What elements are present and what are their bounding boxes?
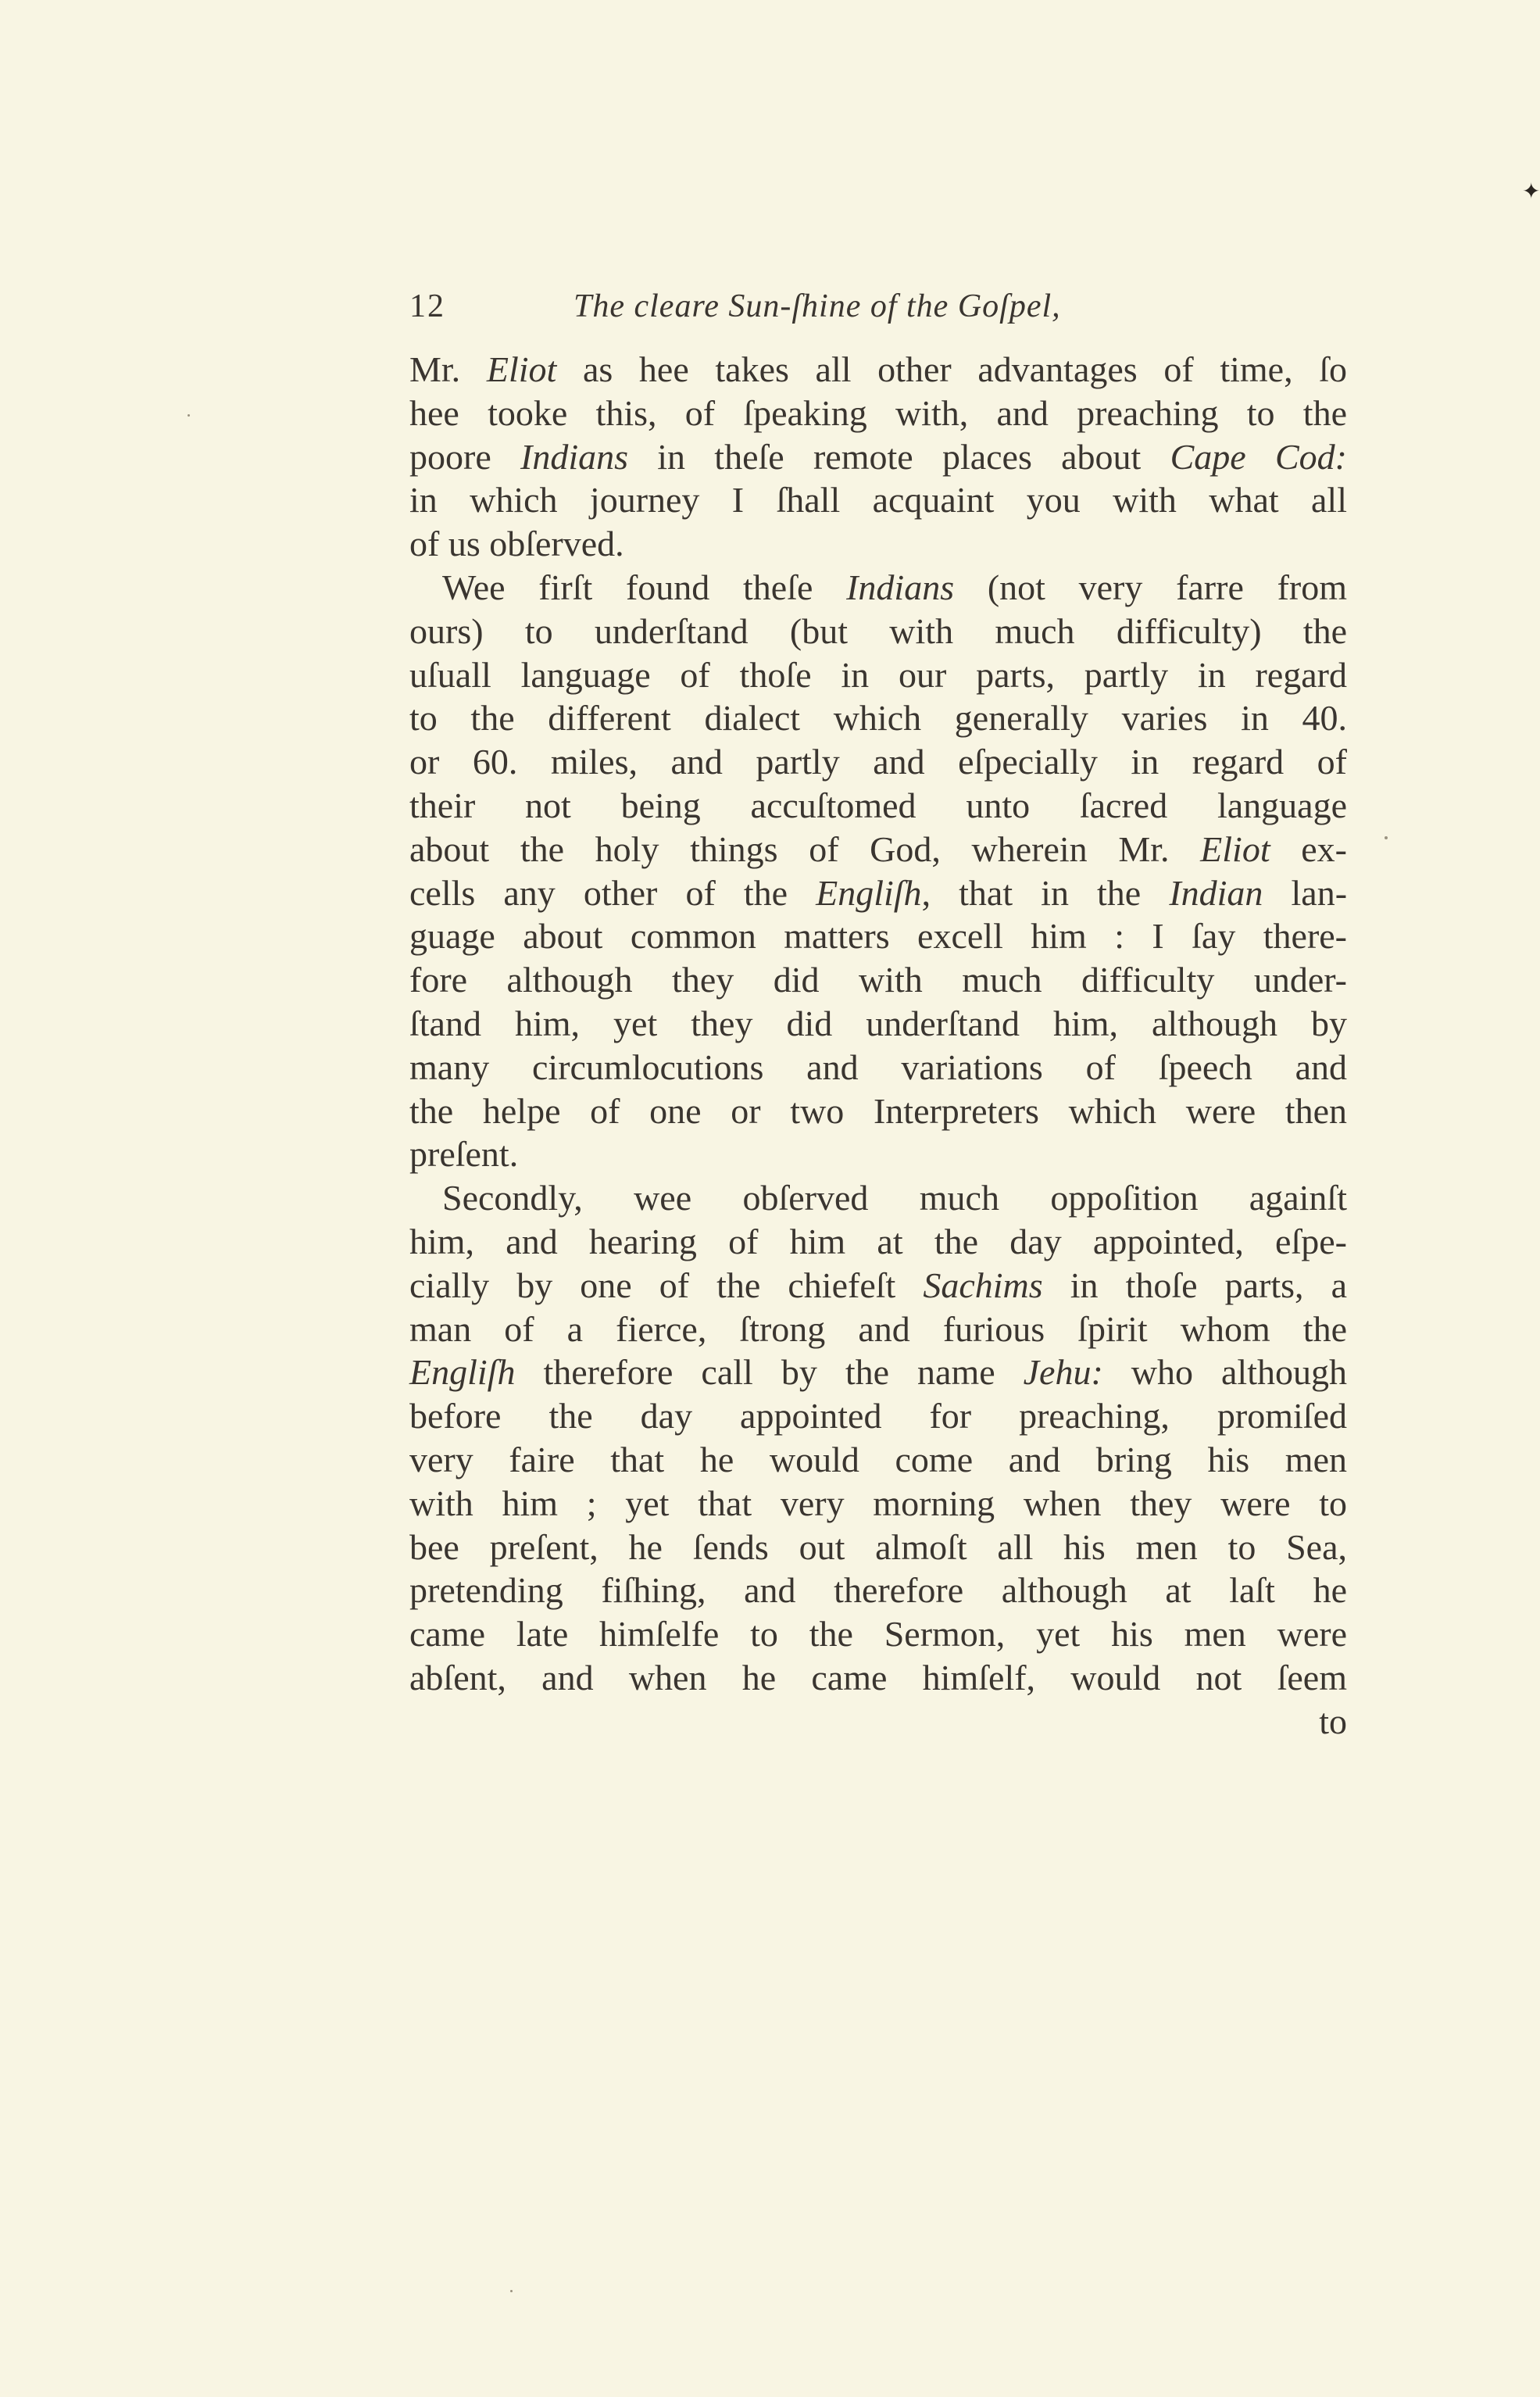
italic-word: Eliot — [1200, 828, 1270, 869]
text-line — [409, 522, 1347, 566]
text-line — [409, 1351, 1347, 1394]
text-line — [409, 871, 1347, 915]
text-line — [409, 1089, 1347, 1133]
text-run: Secondly, wee obſerved much oppoſition againſt — [442, 1178, 1347, 1218]
text-run: many circumlocutions and variations of ſpeech and — [409, 1046, 1347, 1087]
italic-word: Jehu: — [1023, 1352, 1103, 1393]
text-run: Wee firſt found theſe — [442, 567, 847, 607]
text-line — [409, 348, 1347, 392]
text-run: bee preſent, he ſends out almoſt all his men to Sea, — [409, 1526, 1347, 1567]
text-run: pretending fiſhing, and therefore although at laſt he — [409, 1570, 1347, 1611]
catchword: to — [1319, 1701, 1347, 1741]
paper-speck — [510, 2290, 513, 2292]
text-line — [409, 958, 1347, 1002]
text-run: Mr. — [409, 349, 487, 389]
text-run: before the day appointed for preaching, promiſed — [409, 1396, 1347, 1436]
text-line — [409, 784, 1347, 828]
body-text — [409, 348, 1347, 1744]
page-number: 12 — [409, 288, 445, 324]
text-line — [409, 653, 1347, 697]
text-run: in which journey I ſhall acquaint you with what all — [409, 480, 1347, 521]
text-run: or 60. miles, and partly and eſpecially in regard of — [409, 742, 1347, 782]
text-run: to the different dialect which generally varies in 40. — [409, 698, 1347, 739]
text-line — [409, 1438, 1347, 1482]
text-run: came late himſelfe to the Sermon, yet his men were — [409, 1614, 1347, 1655]
text-line — [409, 1612, 1347, 1656]
text-line — [409, 1176, 1347, 1220]
text-line — [409, 1046, 1347, 1089]
text-run: uſuall language of thoſe in our parts, partly in regard — [409, 654, 1347, 695]
text-run: ex- — [1270, 828, 1347, 869]
text-run: (not very farre from — [954, 567, 1347, 607]
text-line — [409, 1569, 1347, 1612]
italic-word: Eliot — [486, 349, 557, 389]
italic-word: Engliſh — [816, 872, 922, 913]
text-run: ours) to underſtand (but with much difficulty) the — [409, 610, 1347, 651]
italic-word: Cape Cod: — [1170, 436, 1347, 477]
text-run: preſent. — [409, 1134, 519, 1175]
italic-word: Engliſh — [409, 1352, 516, 1393]
text-run: poore — [409, 436, 520, 477]
text-run: of us obſerved. — [409, 524, 624, 564]
italic-word: Indians — [846, 567, 955, 607]
text-run: hee tooke this, of ſpeaking with, and preaching to the — [409, 392, 1347, 433]
text-run: therefore call by the name — [515, 1352, 1024, 1393]
text-line — [409, 1220, 1347, 1264]
text-run: very faire that he would come and bring his men — [409, 1439, 1347, 1479]
text-run: cially by one of the chiefeſt — [409, 1265, 924, 1305]
text-line — [409, 1656, 1347, 1700]
text-line — [409, 1308, 1347, 1351]
text-line — [409, 566, 1347, 610]
text-run: cells any other of the — [409, 872, 816, 913]
text-line — [409, 1482, 1347, 1526]
paper-speck — [188, 414, 190, 417]
text-run: , that in the — [921, 872, 1170, 913]
text-line — [409, 914, 1347, 958]
text-run: abſent, and when he came himſelf, would not ſeem — [409, 1657, 1347, 1698]
text-line — [409, 392, 1347, 435]
text-run: him, and hearing of him at the day appointed, eſpe- — [409, 1221, 1347, 1261]
text-line — [409, 1264, 1347, 1308]
italic-word: Indians — [520, 436, 628, 477]
text-run: in thoſe parts, a — [1042, 1265, 1347, 1305]
text-run: guage about common matters excell him : I ſay there- — [409, 916, 1347, 957]
text-run: fore although they did with much difficulty under- — [409, 960, 1347, 1000]
text-line — [409, 828, 1347, 871]
text-line — [409, 478, 1347, 522]
text-run: ſtand him, yet they did underſtand him, although by — [409, 1003, 1347, 1043]
paper-speck — [1385, 836, 1388, 839]
text-run: man of a fierce, ſtrong and furious ſpirit whom the — [409, 1308, 1347, 1349]
running-header — [409, 283, 1347, 330]
italic-word: Sachims — [923, 1265, 1043, 1305]
text-run: with him ; yet that very morning when they were to — [409, 1483, 1347, 1523]
text-line — [409, 435, 1347, 479]
text-line — [409, 610, 1347, 653]
text-line — [409, 1394, 1347, 1438]
text-run: as hee takes all other advantages of time, ſo — [556, 349, 1347, 389]
text-line — [409, 1526, 1347, 1569]
text-run: about the holy things of God, wherein Mr. — [409, 828, 1201, 869]
text-line — [409, 1002, 1347, 1046]
text-run: lan- — [1263, 872, 1348, 913]
text-run: the helpe of one or two Interpreters which were then — [409, 1090, 1347, 1131]
text-line — [409, 740, 1347, 784]
running-title: The cleare Sun-ſhine of the Goſpel, — [573, 288, 1061, 324]
italic-word: Indian — [1169, 872, 1263, 913]
text-line — [409, 1132, 1347, 1176]
text-run: in theſe remote places about — [628, 436, 1170, 477]
text-line — [409, 696, 1347, 740]
margin-mark: ✦ — [1522, 180, 1540, 204]
text-run: who although — [1102, 1352, 1347, 1393]
text-run: their not being accuſtomed unto ſacred language — [409, 785, 1347, 825]
